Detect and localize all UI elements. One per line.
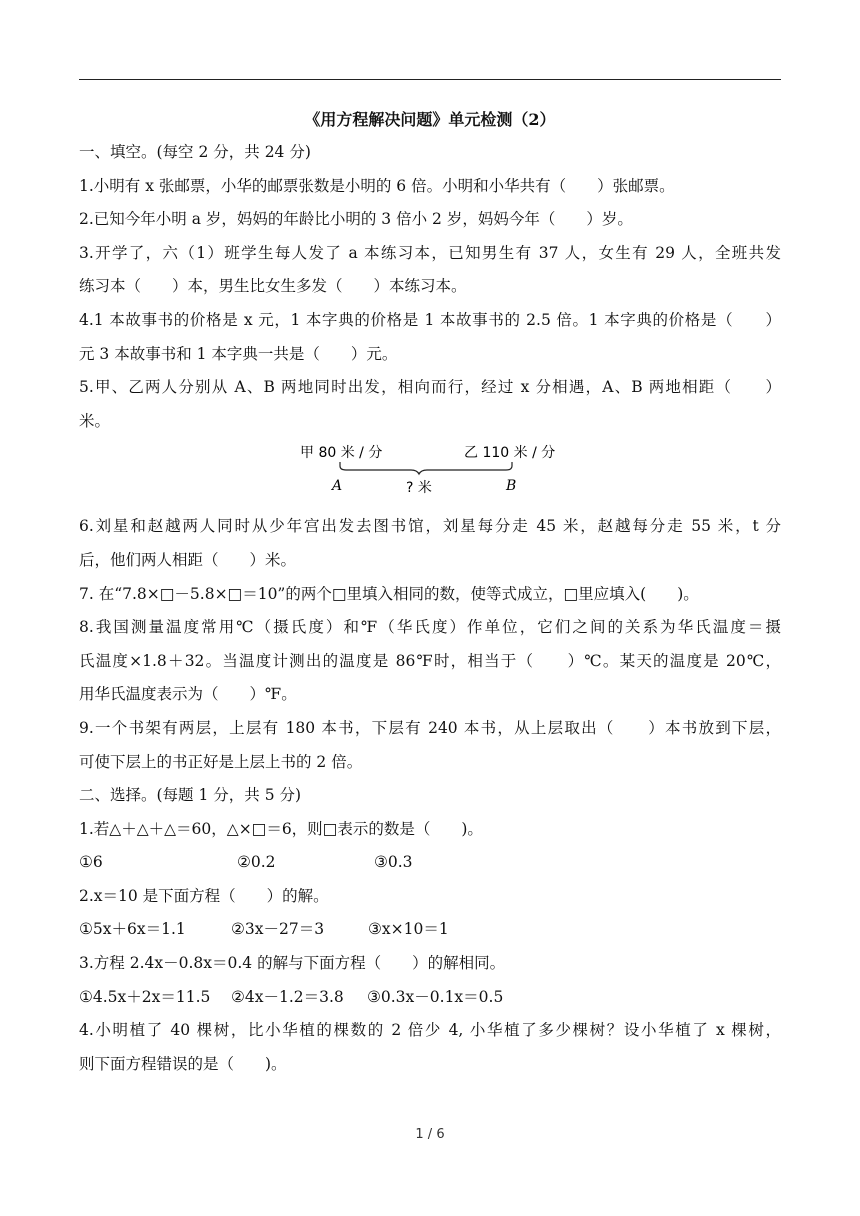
point-a-label: A bbox=[332, 478, 343, 495]
question-line: 米。 bbox=[79, 411, 111, 430]
option: ②3x－27＝3 bbox=[231, 920, 325, 939]
distance-unknown-label: ? 米 bbox=[406, 480, 432, 497]
choice-question: 则下面方程错误的是（ )。 bbox=[79, 1054, 287, 1073]
left-speed-label: 甲 80 米 / 分 bbox=[300, 445, 383, 462]
question-line: 可使下层上的书正好是上层上书的 2 倍。 bbox=[79, 752, 363, 771]
question-line: 1.小明有 x 张邮票，小华的邮票张数是小明的 6 倍。小明和小华共有（ ）张邮票。 bbox=[79, 176, 675, 195]
distance-diagram-svg bbox=[294, 438, 564, 510]
question-line: 元 3 本故事书和 1 本字典一共是（ ）元。 bbox=[79, 344, 398, 363]
question-line: 3.开学了，六（1）班学生每人发了 a 本练习本，已知男生有 37 人，女生有 29 人，全班共发 bbox=[79, 243, 781, 262]
question-line: 9.一个书架有两层，上层有 180 本书，下层有 240 本书，从上层取出（ ）本书放到下层， bbox=[79, 718, 781, 737]
question-line: 氏温度×1.8＋32。当温度计测出的温度是 86℉时，相当于（ ）℃。某天的温度是 20℃， bbox=[79, 651, 781, 670]
question-line: 4.1 本故事书的价格是 x 元，1 本字典的价格是 1 本故事书的 2.5 倍。1 本字典的价格是（ ） bbox=[79, 310, 781, 329]
option: ②0.2 bbox=[237, 853, 276, 872]
choice-options bbox=[79, 913, 781, 947]
document-body bbox=[79, 104, 781, 1081]
choice-question: 1.若△＋△＋△＝60，△×□＝6，则□表示的数是（ )。 bbox=[79, 819, 483, 838]
distance-diagram bbox=[79, 438, 781, 510]
option: ②4x－1.2＝3.8 bbox=[231, 987, 344, 1006]
question-line: 8.我国测量温度常用℃（摄氏度）和℉（华氏度）作单位，它们之间的关系为华氏温度＝摄 bbox=[79, 618, 781, 637]
page-title: 《用方程解决问题》单元检测（2） bbox=[304, 110, 556, 129]
right-speed-label: 乙 110 米 / 分 bbox=[464, 445, 556, 462]
section-heading-fill-in: 一、填空。(每空 2 分，共 24 分) bbox=[79, 143, 311, 161]
choice-question: 4.小明植了 40 棵树，比小华植的棵数的 2 倍少 4, 小华植了多少棵树？设小华植了 x 棵树， bbox=[79, 1021, 781, 1040]
choice-question: 3.方程 2.4x－0.8x＝0.4 的解与下面方程（ ）的解相同。 bbox=[79, 954, 506, 973]
option: ③x×10＝1 bbox=[368, 920, 449, 939]
question-line: 6.刘星和赵越两人同时从少年宫出发去图书馆，刘星每分走 45 米，赵越每分走 55 米，t 分 bbox=[79, 517, 781, 536]
page-number: 1 / 6 bbox=[415, 1127, 445, 1142]
question-line: 练习本（ ）本，男生比女生多发（ ）本练习本。 bbox=[79, 277, 467, 296]
option: ①6 bbox=[79, 853, 103, 872]
header-rule bbox=[79, 79, 781, 80]
choice-options bbox=[79, 981, 781, 1015]
option: ①5x＋6x＝1.1 bbox=[79, 920, 186, 939]
option: ③0.3 bbox=[374, 853, 413, 872]
question-line: 5.甲、乙两人分别从 A、B 两地同时出发，相向而行，经过 x 分相遇，A、B 两地相距（ ） bbox=[79, 378, 781, 397]
question-line: 用华氏温度表示为（ ）℉。 bbox=[79, 685, 297, 704]
section-heading-choice: 二、选择。(每题 1 分，共 5 分) bbox=[79, 786, 302, 805]
question-line: 7. 在“7.8×□－5.8×□＝10”的两个□里填入相同的数，使等式成立，□里应填入( )。 bbox=[79, 584, 699, 603]
distance-brace bbox=[340, 462, 512, 474]
point-b-label: B bbox=[506, 478, 517, 495]
question-line: 2.已知今年小明 a 岁，妈妈的年龄比小明的 3 倍小 2 岁，妈妈今年（ ）岁。 bbox=[79, 210, 633, 229]
option: ①4.5x＋2x＝11.5 bbox=[79, 987, 211, 1006]
option: ③0.3x－0.1x＝0.5 bbox=[367, 987, 504, 1006]
question-line: 后，他们两人相距（ ）米。 bbox=[79, 550, 297, 569]
choice-question: 2.x＝10 是下面方程（ ）的解。 bbox=[79, 886, 329, 905]
choice-options bbox=[79, 846, 781, 880]
